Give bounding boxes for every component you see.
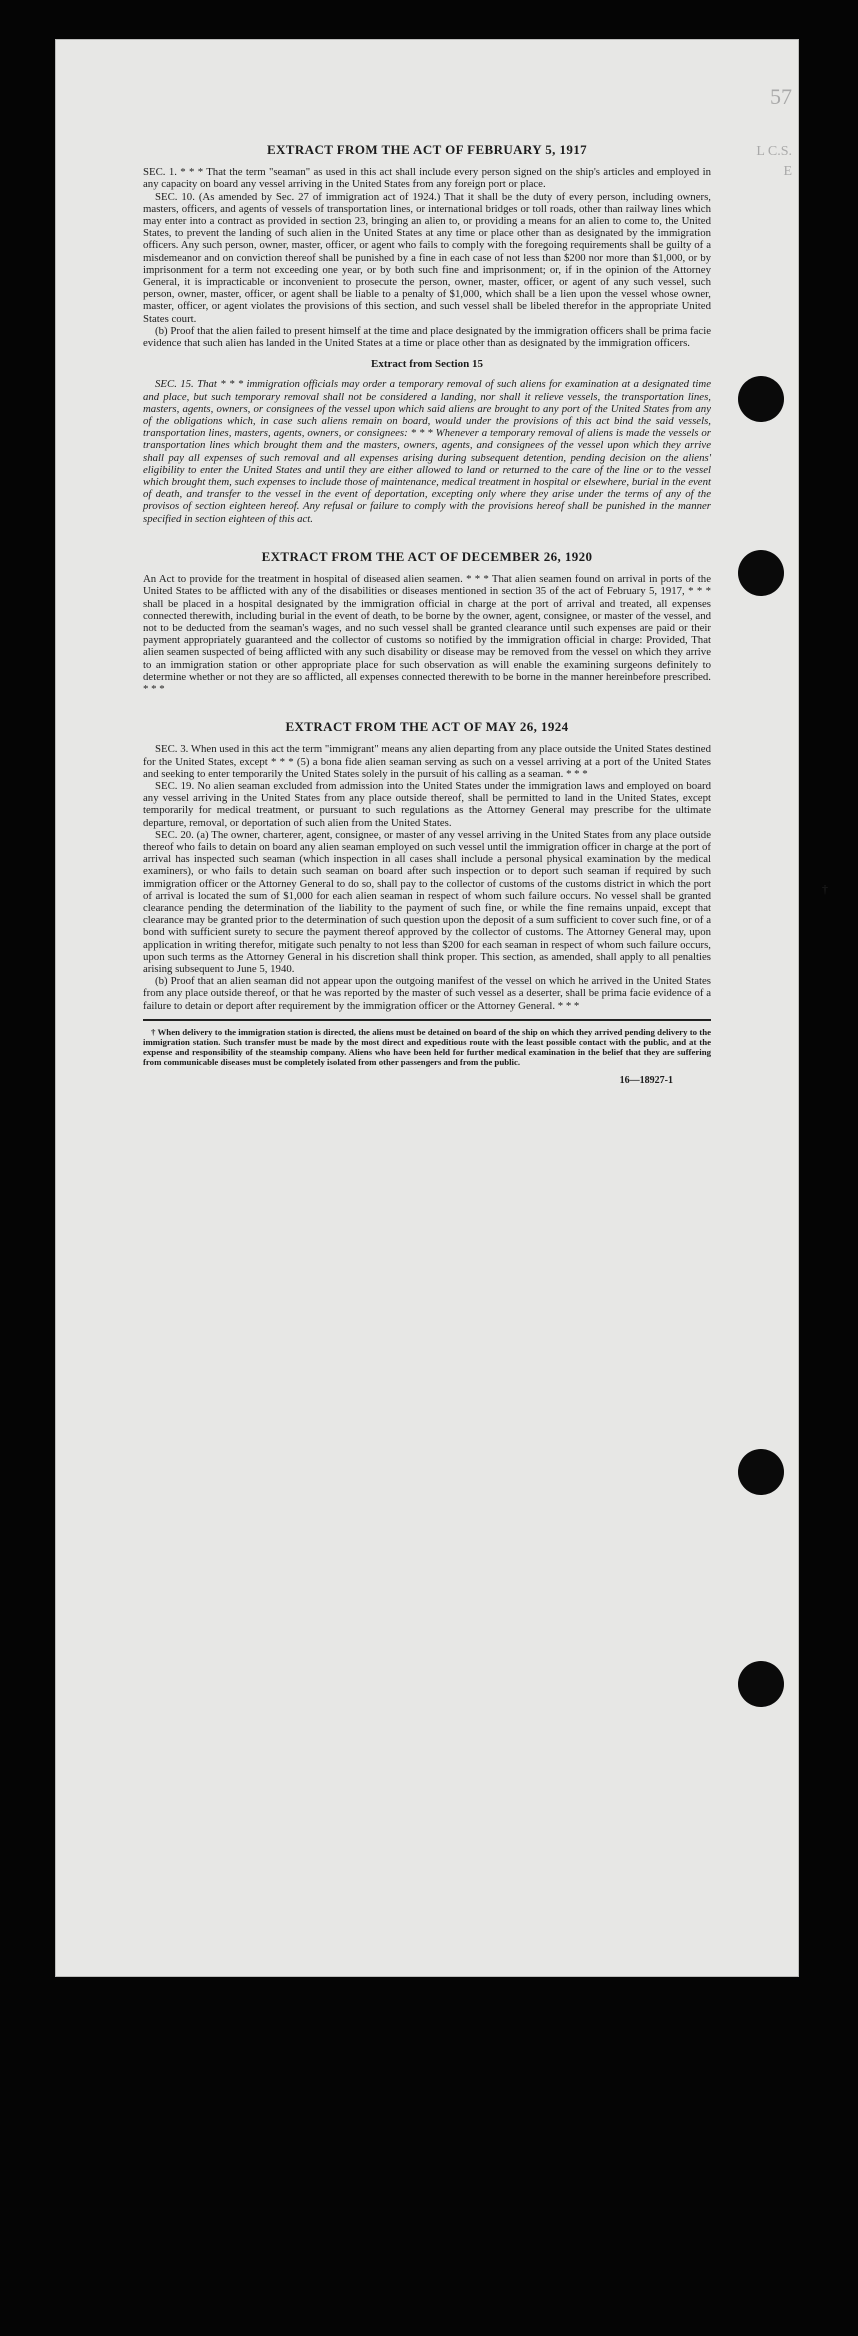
punch-hole [738, 550, 784, 596]
subheading-section-15: Extract from Section 15 [371, 358, 483, 371]
document-body [143, 140, 711, 1087]
footnote-dagger-mark: † [822, 882, 828, 896]
margin-mark: E [783, 164, 792, 179]
paragraph-sec-10b: (b) Proof that the alien failed to present himself at the time and place designated by the immigration officers shall be prima facie evidence that such alien has landed in the United States at a time or place other than as designated by the immigration officers. [143, 324, 711, 350]
punch-hole [738, 1449, 784, 1495]
section-gap [143, 525, 711, 547]
margin-mark: 57 [770, 84, 792, 109]
heading-act-1924: EXTRACT FROM THE ACT OF MAY 26, 1924 [285, 719, 569, 735]
margin-mark: L C.S. [756, 144, 792, 159]
heading-act-1917: EXTRACT FROM THE ACT OF FEBRUARY 5, 1917 [266, 142, 588, 157]
section-gap [143, 695, 711, 717]
paragraph-sec-20b: (b) Proof that an alien seaman did not appear upon the outgoing manifest of the vessel on which he arrived in the United States from any place outside thereof, or that he was reported by the master of such vessel as a deserter, shall be prima facie evidence of a failure to detain or deport after requirement by the immigration officer or the Attorney General. * * * [143, 975, 711, 1012]
paragraph-sec-1: SEC. 1. * * * That the term "seaman" as used in this act shall include every person signed on the ship's articles and employed in any capacity on board any vessel arriving in the United States from any foreign port or place. [143, 166, 711, 191]
punch-hole [738, 1661, 784, 1707]
paragraph-sec-10: SEC. 10. (As amended by Sec. 27 of immigration act of 1924.) That it shall be the duty of every person, including owners, masters, officers, and agents of vessels of transportation lines, or international bridges or toll roads, other than railway lines which may enter into a contract as provided in section 23, bringing an alien to, or providing a means for an alien to come to, the United States, to prevent the landing of such alien in the United States at any time or place other than as designated by the immigration officers. Any such person, owner, master, officer, or agent who fails to comply with the foregoing requirements shall be guilty of a misdemeanor and on conviction thereof shall be punished by a fine in each case of not less than $200 nor more than $1,000, or by imprisonment for a term not exceeding one year, or by both such fine and imprisonment; or, if in the opinion of the Attorney General, it is impracticable or inconvenient to prosecute the person, owner, master, officer, or agent of any such vessel, such person, owner, master, officer, or agent shall be liable to a penalty of $1,000, which shall be a lien upon the vessel whose owner, master, officer, or agent violates the provisions of this section, and such vessel shall be libeled therefor in the appropriate United States court. [143, 190, 711, 325]
paragraph-sec-20a: SEC. 20. (a) The owner, charterer, agent, consignee, or master of any vessel arriving in the United States from any place outside thereof who fails to detain on board any alien seaman employed on such vessel until the immigration officer in charge at the port of arrival has inspected such seaman (which inspection in all cases shall include a personal physical examination by the medical examiners), or who fails to detain such seaman on board after such inspection or to deport such seaman if required by such immigration officer or the Attorney General to do so, shall pay to the collector of customs of the customs district in which the port of arrival is located the sum of $1,000 for each alien seaman in respect of whom such failure occurs. No vessel shall be granted clearance pending the determination of the liability to the payment of such fine, or while the fine remains unpaid, except that clearance may be granted prior to the determination of such question upon the deposit of a sum sufficient to cover such fine, or of a bond with sufficient surety to secure the payment thereof approved by the collector of customs. The Attorney General may, upon application in writing therefor, mitigate such penalty to not less than $200 for each seaman in respect of whom such failure occurs, upon such terms as the Attorney General in his discretion shall think proper. This section, as amended, shall apply to all penalties arising subsequent to June 5, 1940. [143, 828, 711, 975]
punch-hole [738, 376, 784, 422]
document-page [56, 40, 828, 1976]
footnote-divider [143, 1019, 711, 1021]
paragraph-sec-15: SEC. 15. That * * * immigration officials may order a temporary removal of such aliens for examination at a designated time and place, but such temporary removal shall not be considered a landing, nor shall it relieve vessels, the transportation lines, masters, agents, owners, or consignees of the vessel upon which said aliens are brought to any port of the United States from any of the obligations which, in case such aliens remain on board, would under the provisions of this act bind the said vessels, transportation lines, masters, agents, owners, or consignees: * * * Whenever a temporary removal of aliens is made the vessels or transportation lines which brought them and the masters, owners, agents, and consignees of the vessel upon which they arrive shall pay all expenses of such removal and all expenses arising during subsequent detention, pending decision on the aliens' eligibility to enter the United States and until they are either allowed to land or returned to the care of the line or to the vessel which brought them, such expenses to include those of maintenance, medical treatment in hospital or elsewhere, burial in the event of death, and transfer to the vessel in the event of deportation, excepting only where they arise under the terms of any of the provisos of section eighteen hereof. Any refusal or failure to comply with the provisions hereof shall be punished in the manner specified in section eighteen of this act. [143, 378, 711, 525]
heading-act-1920: EXTRACT FROM THE ACT OF DECEMBER 26, 1920 [261, 548, 593, 564]
footnote [143, 1027, 711, 1067]
paragraph-sec-3: SEC. 3. When used in this act the term "immigrant" means any alien departing from any place outside the United States destined for the United States, except * * * (5) a bona fide alien seaman serving as such on a vessel arriving at a port of the United States and seeking to enter temporarily the United States solely in the pursuit of his calling as a seaman. * * * [143, 743, 711, 780]
form-number: 16—18927-1 [619, 1074, 673, 1086]
paragraph-sec-19: SEC. 19. No alien seaman excluded from admission into the United States under the immigration laws and employed on board any vessel arriving in the United States from any place outside thereof, shall be permitted to land in the United States, except temporarily for medical treatment, or pursuant to such regulations as the Attorney General may prescribe for the ultimate departure, removal, or deportation of such alien from the United States. [143, 779, 711, 829]
paragraph-act-1920: An Act to provide for the treatment in hospital of diseased alien seamen. * * * That alien seamen found on arrival in ports of the United States to be afflicted with any of the disabilities or diseases mentioned in section 35 of the act of February 5, 1917, * * * shall be placed in a hospital designated by the immigration official in charge at the port of arrival and treated, all expenses connected therewith, including burial in the event of death, to be borne by the owner, agent, consignee, or master of the vessel, and not to be deducted from the seaman's wages, and no such vessel shall be granted clearance until such expenses are paid or their payment appropriately guaranteed and the collector of customs so notified by the immigration official in charge: Provided, That alien seamen suspected of being afflicted with any such disability or disease may be removed from the vessel on which they arrive to an immigration station or other appropriate place for such observation as will enable the examining surgeons definitely to determine whether or not they are so afflicted, all expenses connected therewith to be borne in the manner hereinbefore prescribed. * * * [143, 573, 711, 695]
footnote-text: † When delivery to the immigration station is directed, the aliens must be detained on board of the ship on which they arrived pending delivery to the immigration station. Such transfer must be made by the most direct and expeditious route with the least possible contact with the public, and at the expense and responsibility of the steamship company. Aliens who have been held for further medical examination in the belief that they are suffering from communicable diseases must be completely isolated from other passengers and from the public. [143, 1026, 711, 1067]
